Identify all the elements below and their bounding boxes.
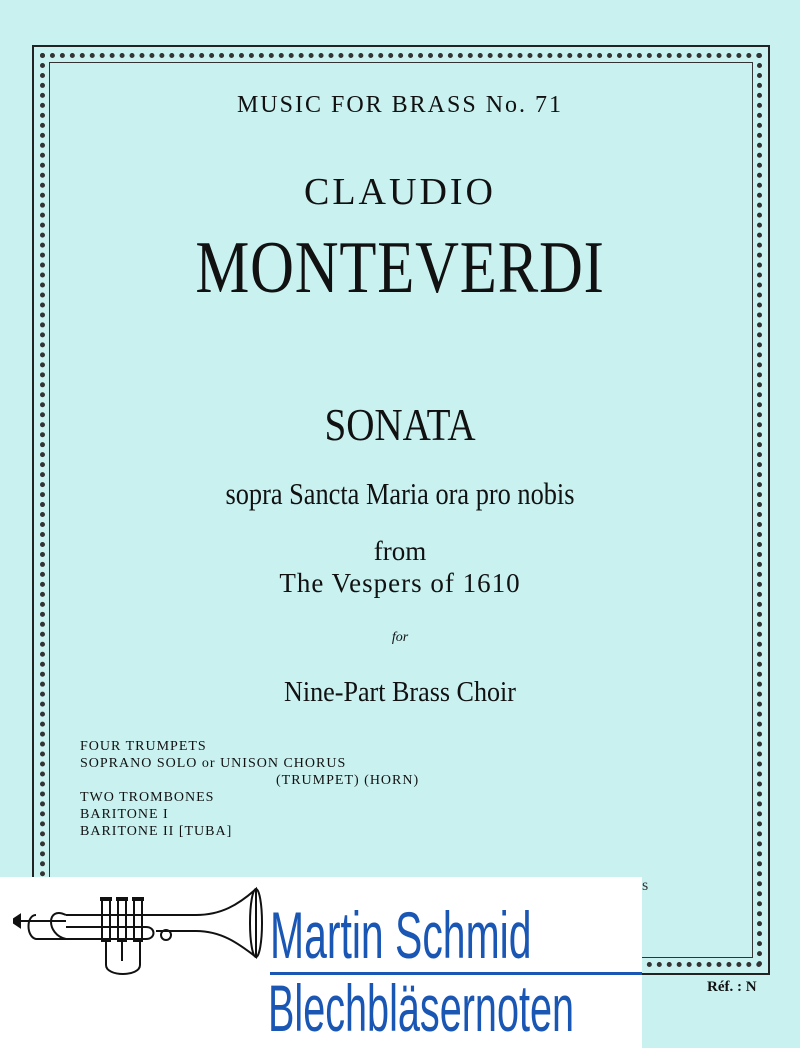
instrumentation-item: (TRUMPET) (HORN) xyxy=(276,773,420,788)
work-subtitle: sopra Sancta Maria ora pro nobis xyxy=(225,476,575,511)
instrumentation-item: FOUR TRUMPETS xyxy=(80,739,207,754)
reference-number: Réf. : N xyxy=(707,979,757,995)
composer-last-name: MONTEVERDI xyxy=(195,227,605,309)
composer-first-name: CLAUDIO xyxy=(304,171,496,213)
work-title: SONATA xyxy=(324,399,476,450)
ensemble-name: Nine-Part Brass Choir xyxy=(284,676,516,708)
instrumentation-item: SOPRANO SOLO or UNISON CHORUS xyxy=(80,756,347,771)
trumpet-icon xyxy=(6,885,268,985)
instrumentation-item: TWO TROMBONES xyxy=(80,790,215,805)
obscured-text-fragment: s xyxy=(642,877,649,894)
for-label: for xyxy=(391,630,409,645)
source-work: The Vespers of 1610 xyxy=(279,568,521,598)
logo-name: Martin Schmid xyxy=(270,898,532,972)
from-label: from xyxy=(373,536,427,566)
instrumentation-list xyxy=(80,738,419,840)
instrumentation-item: BARITONE II [TUBA] xyxy=(80,824,233,839)
dealer-logo-banner xyxy=(0,877,642,1048)
series-title: MUSIC FOR BRASS No. 71 xyxy=(236,92,564,118)
instrumentation-item: BARITONE I xyxy=(80,807,169,822)
logo-tagline: Blechbläsernoten xyxy=(268,971,575,1045)
